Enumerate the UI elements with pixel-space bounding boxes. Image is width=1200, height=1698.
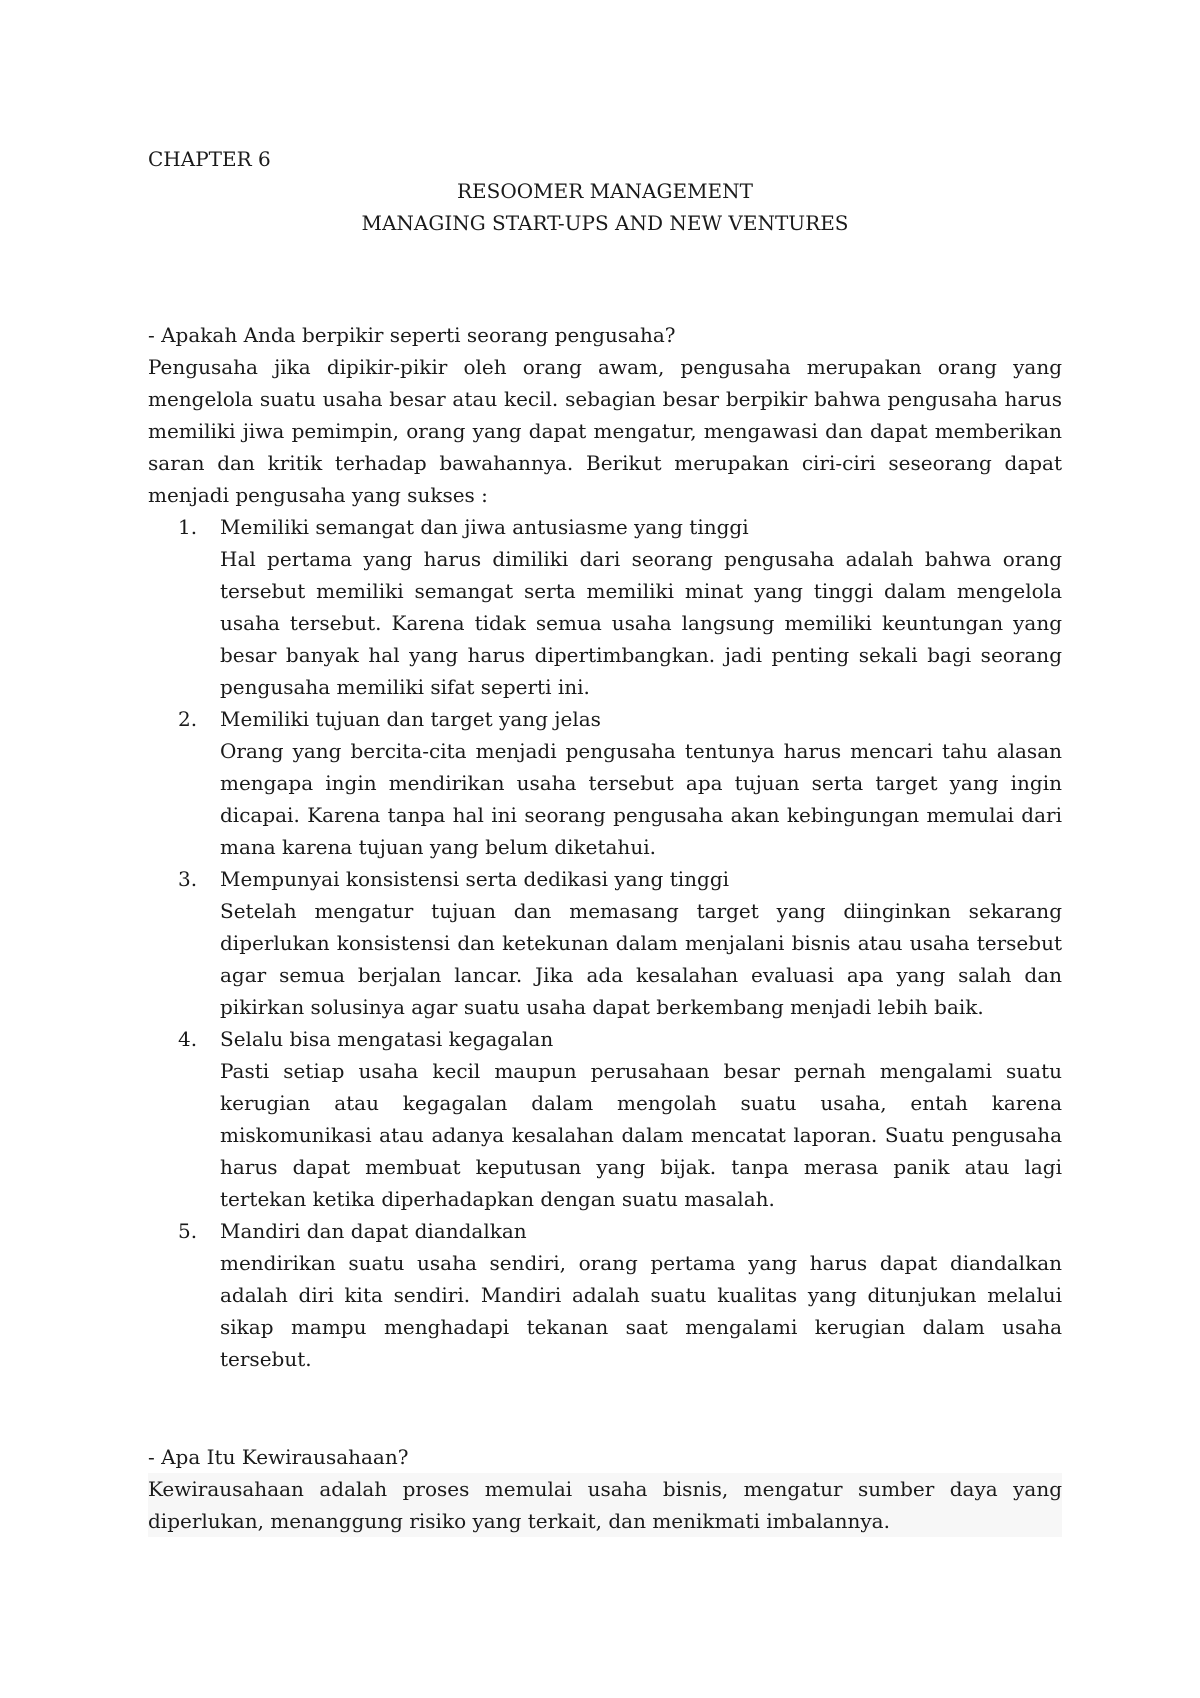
title-block (148, 175, 1062, 239)
item-text: Hal pertama yang harus dimiliki dari seorang pengusaha adalah bahwa orang tersebut memiliki semangat serta memiliki minat yang tinggi dalam mengelola usaha tersebut. Karena tidak semua usaha langsung memiliki keuntungan yang besar banyak hal yang harus dipertimbangkan. jadi penting sekali bagi seorang pengusaha memiliki sifat seperti ini. (220, 547, 1062, 699)
list-item (148, 1215, 1062, 1375)
spacer (148, 239, 1062, 319)
item-heading: Selalu bisa mengatasi kegagalan (220, 1027, 554, 1051)
section2-question: - Apa Itu Kewirausahaan? (148, 1445, 409, 1469)
characteristics-list (148, 511, 1062, 1375)
section1-intro: Pengusaha jika dipikir-pikir oleh orang awam, pengusaha merupakan orang yang mengelola suatu usaha besar atau kecil. sebagian besar berpikir bahwa pengusaha harus memiliki jiwa pemimpin, orang yang dapat mengatur, mengawasi dan dapat memberikan saran dan kritik terhadap bawahannya. Berikut merupakan ciri-ciri seseorang dapat menjadi pengusaha yang sukses : (148, 355, 1062, 507)
list-item (148, 1023, 1062, 1215)
item-text: Setelah mengatur tujuan dan memasang target yang diinginkan sekarang diperlukan konsistensi dan ketekunan dalam menjalani bisnis atau usaha tersebut agar semua berjalan lancar. Jika ada kesalahan evaluasi apa yang salah dan pikirkan solusinya agar suatu usaha dapat berkembang menjadi lebih baik. (220, 899, 1062, 1019)
document-body (148, 143, 1062, 1537)
list-item (148, 511, 1062, 703)
list-item (148, 863, 1062, 1023)
section1-question: - Apakah Anda berpikir seperti seorang pengusaha? (148, 323, 676, 347)
item-heading: Mandiri dan dapat diandalkan (220, 1219, 527, 1243)
item-heading: Mempunyai konsistensi serta dedikasi yang tinggi (220, 867, 730, 891)
item-number: 3. (178, 867, 198, 891)
title-line-2: MANAGING START-UPS AND NEW VENTURES (361, 211, 849, 235)
item-text: Orang yang bercita-cita menjadi pengusaha tentunya harus mencari tahu alasan mengapa ingin mendirikan usaha tersebut apa tujuan serta target yang ingin dicapai. Karena tanpa hal ini seorang pengusaha akan kebingungan memulai dari mana karena tujuan yang belum diketahui. (220, 739, 1062, 859)
spacer (148, 1375, 1062, 1441)
item-number: 5. (178, 1219, 198, 1243)
item-text: Pasti setiap usaha kecil maupun perusahaan besar pernah mengalami suatu kerugian atau kegagalan dalam mengolah suatu usaha, entah karena miskomunikasi atau adanya kesalahan dalam mencatat laporan. Suatu pengusaha harus dapat membuat keputusan yang bijak. tanpa merasa panik atau lagi tertekan ketika diperhadapkan dengan suatu masalah. (220, 1059, 1062, 1211)
section2-text: Kewirausahaan adalah proses memulai usaha bisnis, mengatur sumber daya yang diperlukan, menanggung risiko yang terkait, dan menikmati imbalannya. (148, 1473, 1062, 1537)
item-text: mendirikan suatu usaha sendiri, orang pertama yang harus dapat diandalkan adalah diri kita sendiri. Mandiri adalah suatu kualitas yang ditunjukan melalui sikap mampu menghadapi tekanan saat mengalami kerugian dalam usaha tersebut. (220, 1251, 1062, 1371)
item-heading: Memiliki semangat dan jiwa antusiasme yang tinggi (220, 515, 749, 539)
chapter-label: CHAPTER 6 (148, 147, 271, 171)
item-heading: Memiliki tujuan dan target yang jelas (220, 707, 601, 731)
item-number: 2. (178, 707, 198, 731)
list-item (148, 703, 1062, 863)
item-number: 4. (178, 1027, 198, 1051)
item-number: 1. (178, 515, 198, 539)
title-line-1: RESOOMER MANAGEMENT (456, 179, 753, 203)
